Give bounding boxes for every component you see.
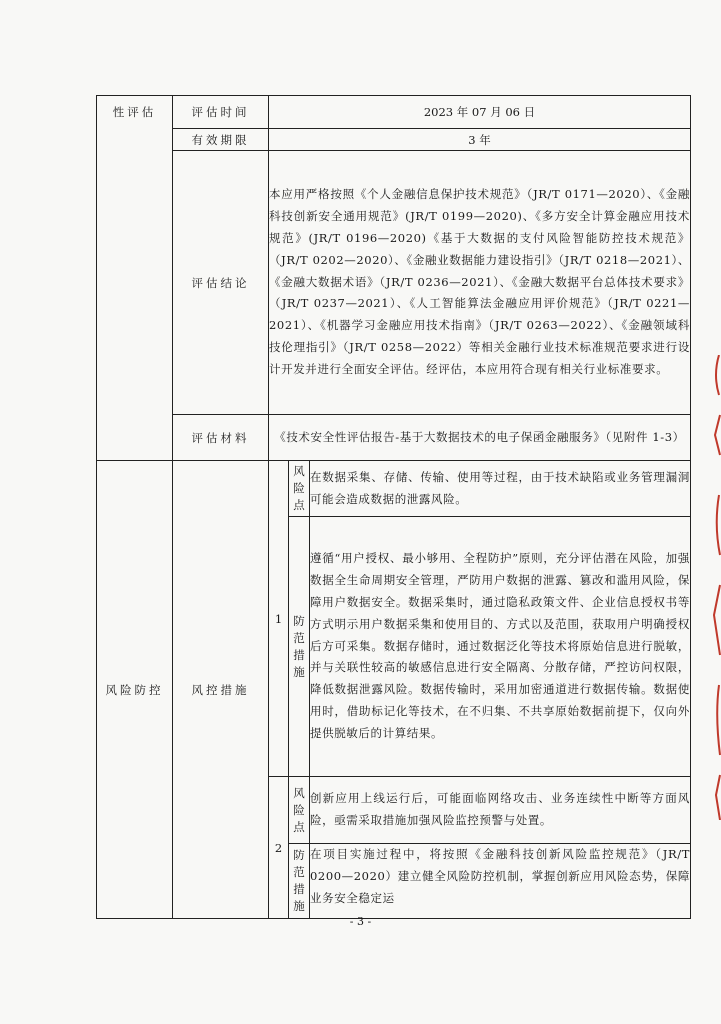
- label-material: 评估材料: [173, 415, 269, 461]
- page-number: - 3 -: [349, 915, 372, 928]
- risk-point-label-text: 风 险 点: [293, 785, 305, 834]
- risk-item-number: 1: [269, 461, 289, 777]
- table-row: [97, 96, 691, 129]
- table-row: [97, 461, 691, 517]
- risk-item-number: 2: [269, 777, 289, 919]
- label-valid-period: 有效期限: [173, 129, 269, 151]
- table-row: [97, 129, 691, 151]
- label-eval-time: 评估时间: [173, 96, 269, 129]
- section-label-risk: 风险防控: [97, 461, 173, 919]
- risk-point-label: [289, 777, 310, 844]
- label-risk-measures: 风控措施: [173, 461, 269, 919]
- seal-edge-mark: [713, 355, 721, 820]
- value-valid-period: 3 年: [269, 129, 691, 151]
- material-text: 《技术安全性评估报告-基于大数据技术的电子保函金融服务》（见附件 1-3）: [269, 415, 691, 461]
- section-label-evaluation: 性评估: [97, 96, 173, 461]
- risk-point-text: 在数据采集、存储、传输、使用等过程，由于技术缺陷或业务管理漏洞可能会造成数据的泄露风险。: [310, 461, 691, 517]
- table-row: [97, 151, 691, 415]
- risk-point-label-text: 风 险 点: [293, 464, 305, 512]
- label-conclusion: 评估结论: [173, 151, 269, 415]
- prevention-label: [289, 517, 310, 777]
- value-eval-time: 2023 年 07 月 06 日: [269, 96, 691, 129]
- prevention-label-text: 防 范 措 施: [293, 613, 305, 679]
- conclusion-text: 本应用严格按照《个人金融信息保护技术规范》（JR/T 0171—2020）、《金融科技创新安全通用规范》(JR/T 0199—2020)、《多方安全计算金融应用技术规范》(JR/T 0196—2020)《基于大数据的支付风险智能防控技术规范》（JR/T 0202—2020）、《金融业数据能力建设指引》（JR/T 0218—2021）、《金融大数据术语》（JR/T 0236—2021）、《金融大数据平台总体技术要求》（JR/T 0237—2021）、《人工智能算法金融应用评价规范》（JR/T 0221—2021）、《机器学习金融应用技术指南》（JR/T 0263—2022）、《金融领域科技伦理指引》（JR/T 0258—2022）等相关金融行业技术标准规范要求进行设计开发并进行全面安全评估。经评估，本应用符合现有相关行业标准要求。: [269, 151, 691, 415]
- table-row: [97, 415, 691, 461]
- prevention-label-text: 防 范 措 施: [293, 848, 305, 913]
- risk-point-label: [289, 461, 310, 517]
- prevention-text: 遵循“用户授权、最小够用、全程防护”原则，充分评估潜在风险，加强数据全生命周期安全管理，严防用户数据的泄露、篡改和滥用风险，保障用户数据安全。数据采集时，通过隐私政策文件、企业信息授权书等方式明示用户数据采集和使用目的、方式以及范围，获取用户明确授权后方可采集。数据存储时，通过数据泛化等技术将原始信息进行脱敏，并与关联性较高的敏感信息进行安全隔离、分散存储，严控访问权限，降低数据泄露风险。数据传输时，采用加密通道进行数据传输。数据使用时，借助标记化等技术，在不归集、不共享原始数据前提下，仅向外提供脱敏后的计算结果。: [310, 517, 691, 777]
- prevention-label: [289, 844, 310, 919]
- evaluation-table: [96, 95, 691, 919]
- prevention-text: 在项目实施过程中，将按照《金融科技创新风险监控规范》（JR/T 0200—2020）建立健全风险防控机制，掌握创新应用风险态势，保障业务安全稳定运: [310, 844, 691, 919]
- risk-point-text: 创新应用上线运行后，可能面临网络攻击、业务连续性中断等方面风险，亟需采取措施加强风险监控预警与处置。: [310, 777, 691, 844]
